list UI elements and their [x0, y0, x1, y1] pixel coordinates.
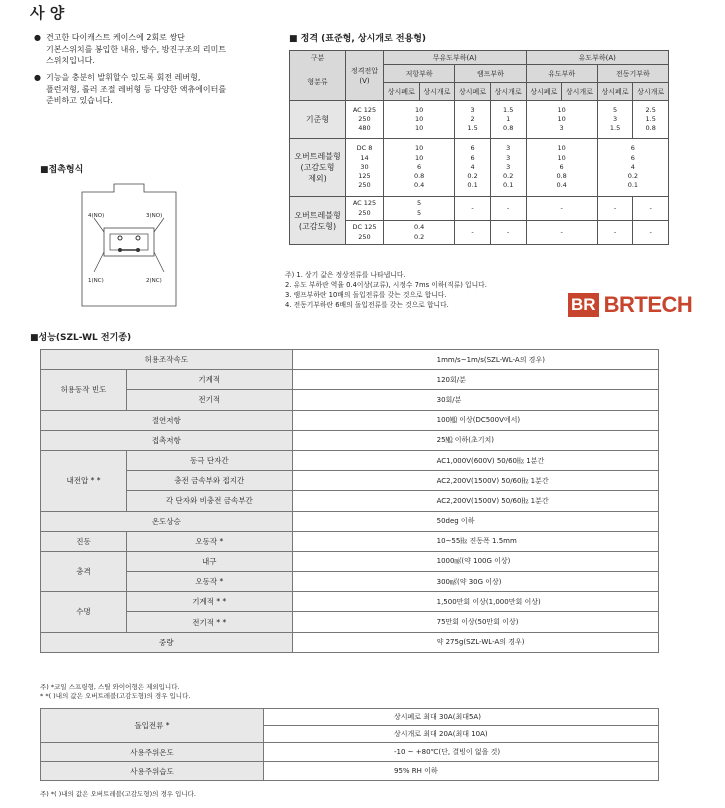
rating-cell: 10 10 10 [384, 101, 455, 139]
rating-header-no: 상시개로 [490, 83, 526, 101]
rating-header-voltage: 정격전압 (V) [346, 51, 384, 101]
rating-cell: 10 10 6 0.8 0.4 [384, 139, 455, 197]
bullet-dot-icon: ● [34, 73, 41, 82]
perf-group: 허용동작 빈도 [41, 370, 127, 410]
perf-value: 120회/분 [292, 370, 658, 390]
perf-value: 10~55㎐ 진동폭 1.5mm [292, 531, 658, 551]
spec-bullet-2-text: 기능을 충분히 발휘할수 있도록 회전 레버형, 플런저형, 롤러 조절 레버형 등 다양한 액츄에이터를 준비하고 있습니다. [46, 73, 227, 105]
contact-title: ■접촉형식 [40, 165, 84, 175]
perf-head: 각 단자와 비충전 금속부간 [127, 491, 293, 511]
spec-bullet-1 [34, 32, 264, 67]
rating-cell: 6 6 4 0.2 0.1 [455, 139, 491, 197]
perf-value: 1000㎨(약 100G 이상) [292, 551, 658, 571]
perf-value: 30회/분 [292, 390, 658, 410]
rating-cell: 10 10 6 0.8 0.4 [526, 139, 597, 197]
extra-value: 상시폐로 최대 30A(최대5A) [264, 709, 659, 726]
rating-cell: - [455, 197, 491, 221]
rating-row-volt: DC 125 250 [346, 221, 384, 245]
perf-head: 동극 단자간 [127, 450, 293, 470]
perf-head: 허용조작속도 [41, 350, 293, 370]
perf-value: 300㎨(약 30G 이상) [292, 572, 658, 592]
perf-footnote: 주) *코일 스프링형, 스틸 와이어형은 제외입니다. * *( )내의 값은 오버트레블(고감도형)의 경우 입니다. [40, 683, 191, 700]
rating-row-volt: AC 125 250 480 [346, 101, 384, 139]
rating-header-nonind: 무유도부하(A) [384, 51, 527, 65]
rating-cell: 2.5 1.5 0.8 [633, 101, 669, 139]
rating-cell: 10 10 3 [526, 101, 597, 139]
rating-header-nc: 상시폐로 [597, 83, 633, 101]
extra-table [40, 708, 659, 781]
logo-mark: BR [568, 293, 599, 317]
rating-notes: 주) 1. 상기 값은 정상전류를 나타냅니다. 2. 유도 부하란 역율 0.4이상(교류), 시정수 7ms 이하(직류) 입니다. 3. 램프부하란 10배의 돌입전류를 갖는 것으로 합니다. 4. 전동기부하란 6배의 돌입전류를 갖는 것으로 합니다. [285, 271, 487, 309]
rating-header-induct: 유도부하 [526, 65, 597, 83]
spec-title: 사 양 [30, 4, 65, 22]
rating-header-no: 상시개로 [633, 83, 669, 101]
rating-cell: 3 2 1.5 [455, 101, 491, 139]
perf-head: 전기적 [127, 390, 293, 410]
rating-row-name: 오버트레블형 (고감도형 제외) [290, 139, 346, 197]
rating-cell: 5 5 [384, 197, 455, 221]
extra-footnote: 주) *( )내의 값은 오버트레블(고감도형)의 경우 입니다. [40, 790, 196, 798]
perf-group: 충격 [41, 551, 127, 591]
rating-row-name: 오버트레블형 (고감도형) [290, 197, 346, 245]
rating-header-ind: 유도부하(A) [526, 51, 669, 65]
contact-label-2: 2(NC) [146, 278, 162, 284]
rating-cell: - [490, 197, 526, 221]
rating-header-resist: 저항부하 [384, 65, 455, 83]
spec-bullet-1-text: 견고한 다이캐스트 케이스에 2회로 쌍단 기본스위치를 봉입한 내유, 방수, 방진구조의 리미트 스위치입니다. [46, 33, 227, 65]
extra-value: 상시개로 최대 20A(최대 10A) [264, 726, 659, 743]
rating-row-name: 기준형 [290, 101, 346, 139]
perf-head: 전기적 * * [127, 612, 293, 632]
rating-title: ■ 정격 (표준형, 상시개로 전용형) [289, 34, 427, 44]
rating-cell: - [526, 197, 597, 221]
contact-label-3: 3(NO) [146, 213, 163, 219]
rating-cell: - [633, 197, 669, 221]
perf-value: AC1,000V(600V) 50/60㎐ 1분간 [292, 450, 658, 470]
perf-group: 내전압 * * [41, 450, 127, 511]
rating-header-no: 상시개로 [562, 83, 598, 101]
brtech-logo [568, 292, 696, 324]
rating-cell: 6 6 4 0.2 0.1 [597, 139, 668, 197]
perf-value: AC2,200V(1500V) 50/60㎐ 1분간 [292, 491, 658, 511]
rating-header-motor: 전동기부하 [597, 65, 668, 83]
perf-head: 절연저항 [41, 410, 293, 430]
logo-text: BRTECH [603, 292, 693, 317]
rating-header-no: 상시개로 [419, 83, 455, 101]
rating-cell: - [455, 221, 491, 245]
perf-head: 기계적 [127, 370, 293, 390]
contact-label-4: 4(NO) [88, 213, 105, 219]
perf-head: 온도상승 [41, 511, 293, 531]
contact-diagram [74, 180, 184, 310]
contact-label-1: 1(NC) [88, 278, 104, 284]
perf-value: 약 275g(SZL-WL-A의 경우) [292, 632, 658, 652]
rating-cell: 0.4 0.2 [384, 221, 455, 245]
perf-title: ■성능(SZL-WL 전기종) [30, 333, 132, 343]
extra-value: 95% RH 이하 [264, 762, 659, 781]
extra-value: -10 ~ +80℃(단, 결빙이 없을 것) [264, 743, 659, 762]
rating-cell: - [490, 221, 526, 245]
performance-table [40, 349, 659, 653]
perf-group: 수명 [41, 592, 127, 632]
bullet-dot-icon: ● [34, 33, 41, 42]
rating-cell: - [597, 221, 633, 245]
rating-header-nc: 상시폐로 [384, 83, 420, 101]
perf-value: 1mm/s~1m/s(SZL-WL-A의 경우) [292, 350, 658, 370]
rating-cell: 5 3 1.5 [597, 101, 633, 139]
rating-header-lamp: 램프부하 [455, 65, 526, 83]
extra-head: 돌입전류 * [41, 709, 264, 743]
perf-head: 중량 [41, 632, 293, 652]
spec-bullet-2 [34, 72, 264, 107]
rating-header-nc: 상시폐로 [455, 83, 491, 101]
extra-head: 사용주위습도 [41, 762, 264, 781]
perf-head: 내구 [127, 551, 293, 571]
perf-value: 75만회 이상(50만회 이상) [292, 612, 658, 632]
rating-row-volt: DC 8 14 30 125 250 [346, 139, 384, 197]
perf-head: 접촉저항 [41, 430, 293, 450]
perf-value: 50deg 이하 [292, 511, 658, 531]
rating-cell: - [526, 221, 597, 245]
rating-cell: - [597, 197, 633, 221]
extra-head: 사용주위온도 [41, 743, 264, 762]
rating-cell: - [633, 221, 669, 245]
perf-head: 충전 금속부와 접지간 [127, 471, 293, 491]
rating-header-type: 형분류 [290, 65, 346, 101]
perf-group: 진동 [41, 531, 127, 551]
perf-value: 25㏁ 이하(초기치) [292, 430, 658, 450]
perf-value: 1,500만회 이상(1,000만회 이상) [292, 592, 658, 612]
perf-head: 오동작 * [127, 531, 293, 551]
rating-row-volt: AC 125 250 [346, 197, 384, 221]
perf-head: 오동작 * [127, 572, 293, 592]
rating-cell: 1.5 1 0.8 [490, 101, 526, 139]
perf-head: 기계적 * * [127, 592, 293, 612]
perf-value: AC2,200V(1500V) 50/60㎐ 1분간 [292, 471, 658, 491]
perf-value: 100㏁ 이상(DC500V에서) [292, 410, 658, 430]
rating-header-gubun: 구분 [290, 51, 346, 65]
rating-cell: 3 3 3 0.2 0.1 [490, 139, 526, 197]
rating-header-nc: 상시폐로 [526, 83, 562, 101]
rating-table [289, 50, 669, 245]
